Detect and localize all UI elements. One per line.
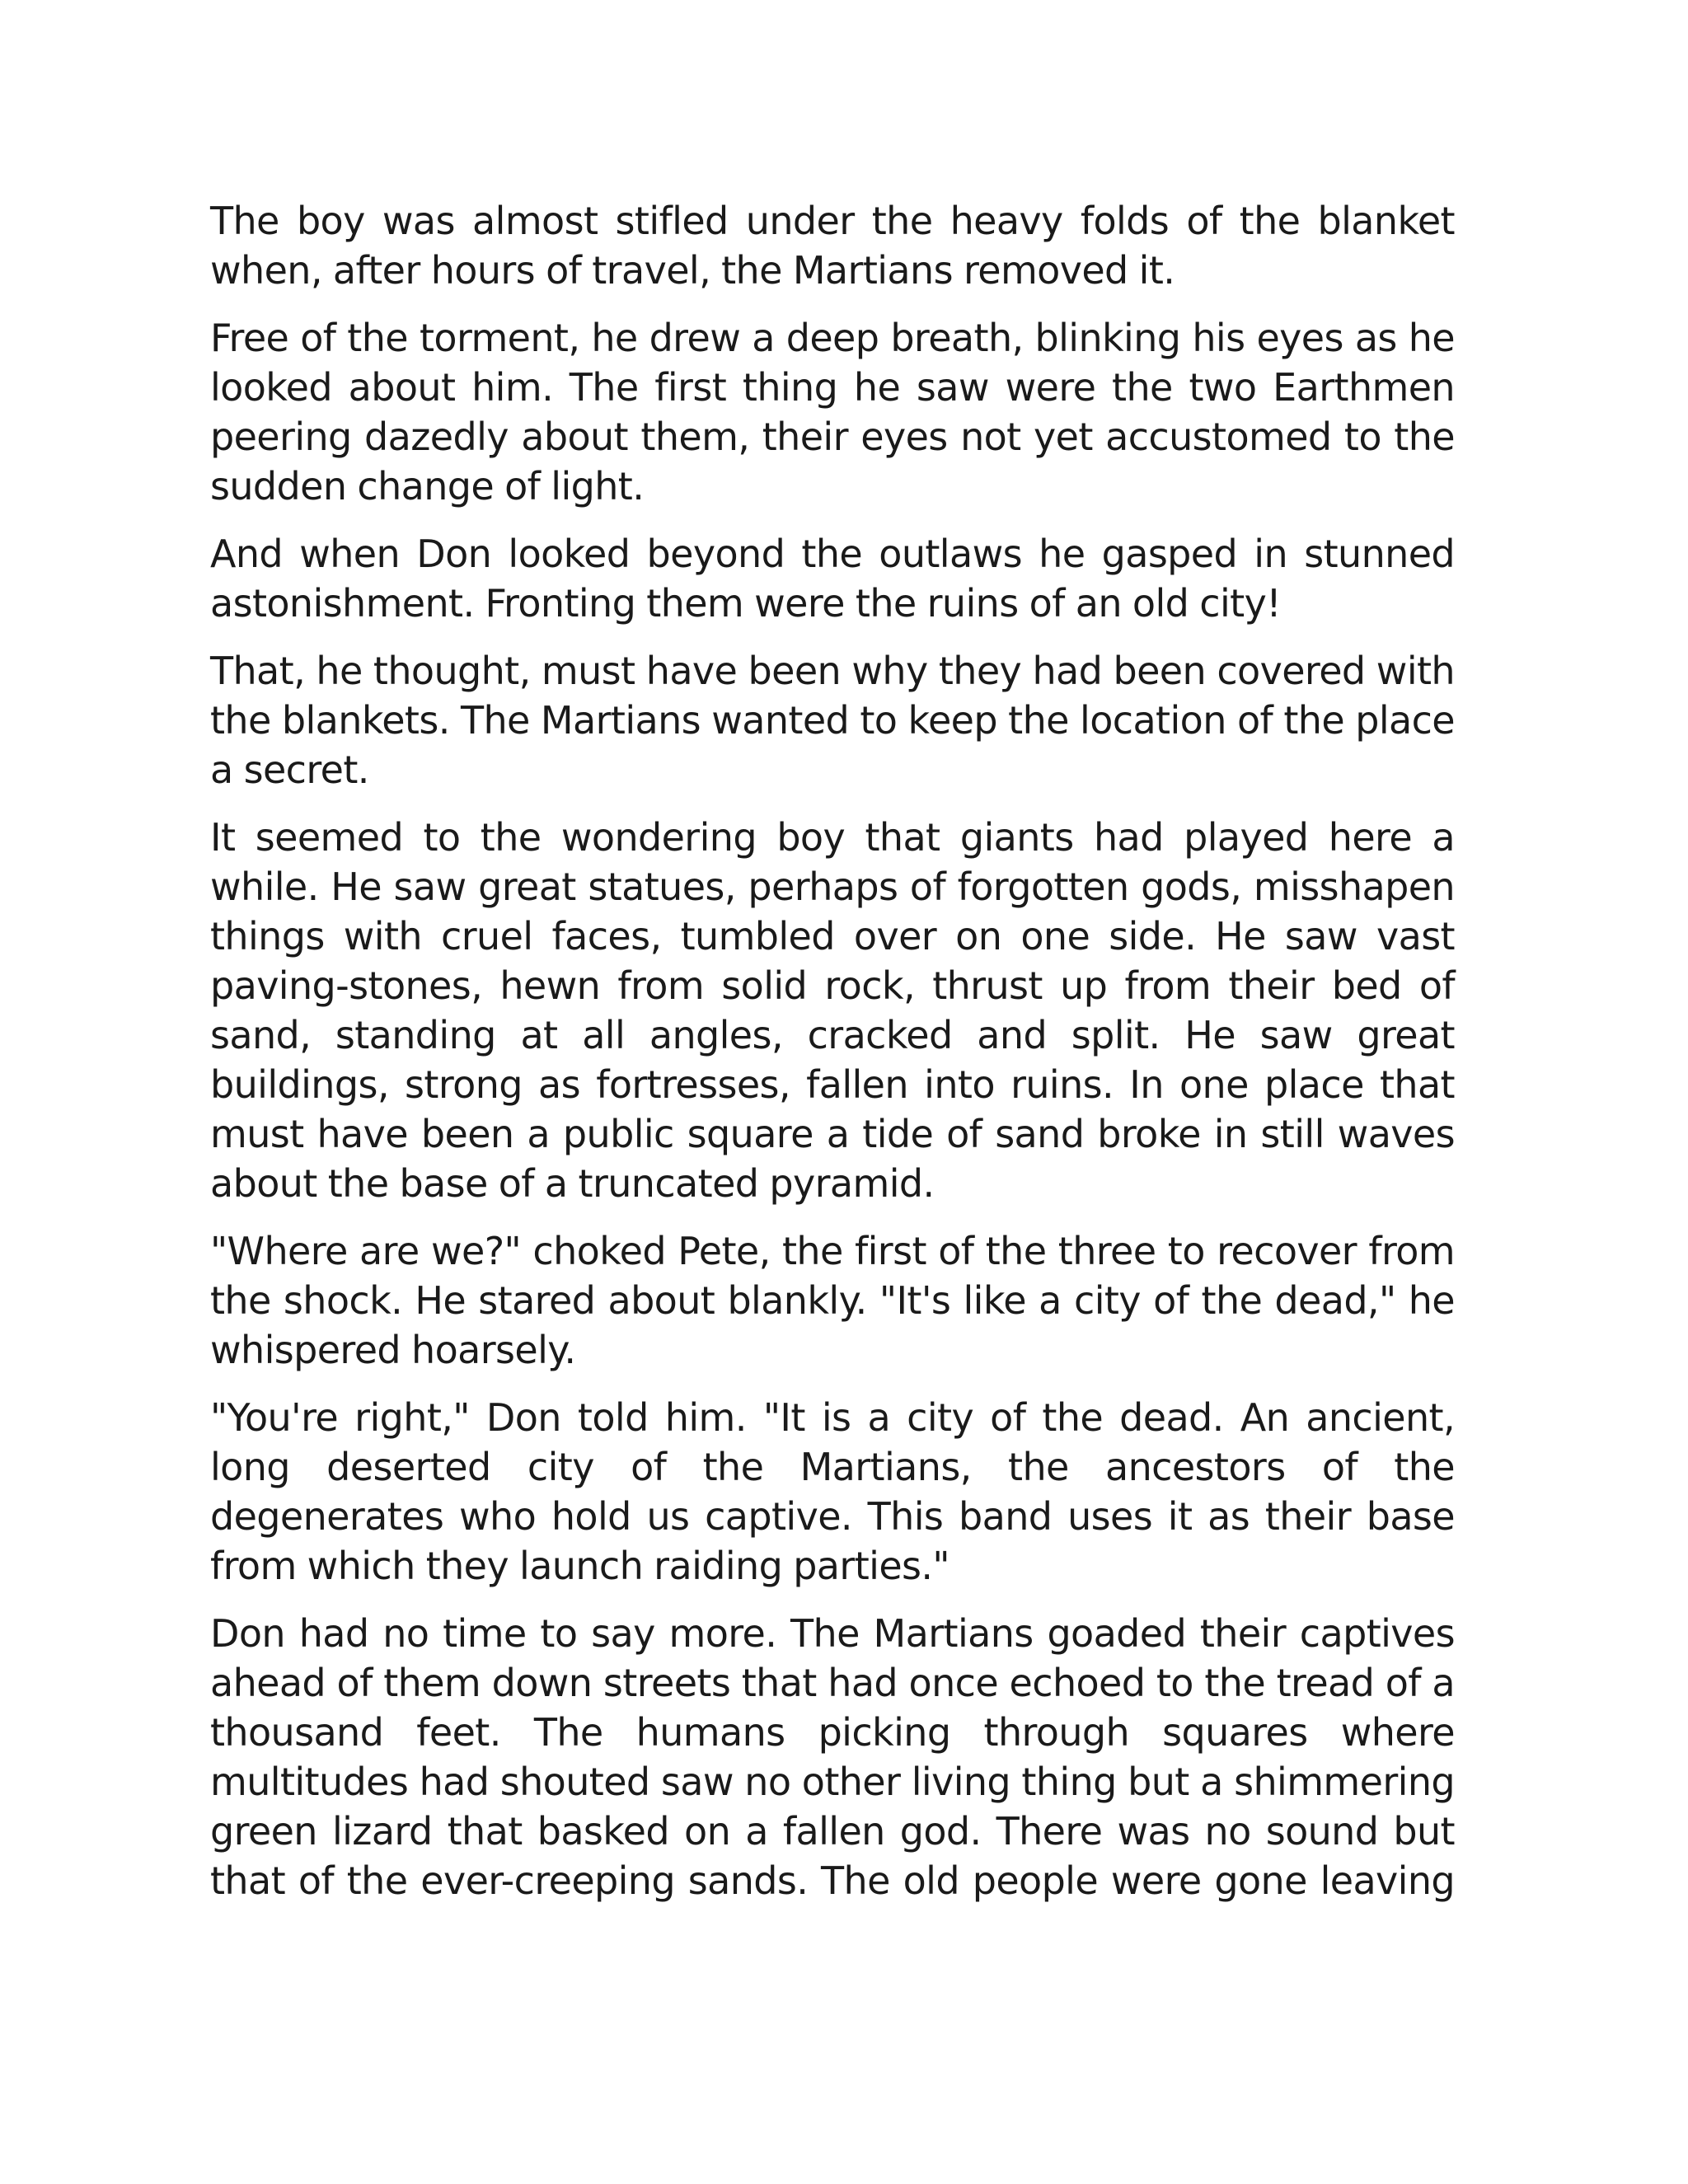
paragraph-4: That, he thought, must have been why they had been covered with the blankets. The Martians wanted to keep the location of the place a secret. bbox=[210, 649, 1455, 792]
paragraph-5: It seemed to the wondering boy that giants had played here a while. He saw great statues, perhaps of forgotten gods, misshapen things with cruel faces, tumbled over on one side. He saw vast paving-stones, hewn from solid rock, thrust up from their bed of sand, standing at all angles, cracked and split. He saw great buildings, strong as fortresses, fallen into ruins. In one place that must have been a public square a tide of sand broke in still waves about the base of a truncated pyramid. bbox=[210, 815, 1455, 1206]
paragraph-2: Free of the torment, he drew a deep breath, blinking his eyes as he looked about him. The first thing he saw were the two Earthmen peering dazedly about them, their eyes not yet accustomed to the sudden change of light. bbox=[210, 316, 1455, 509]
paragraph-7: "You're right," Don told him. "It is a city of the dead. An ancient, long deserted city of the Martians, the ancestors of the degenerates who hold us captive. This band uses it as their base from which they launch raiding parties." bbox=[210, 1395, 1455, 1588]
paragraph-1: The boy was almost stifled under the heavy folds of the blanket when, after hours of travel, the Martians removed it. bbox=[210, 199, 1455, 293]
paragraph-3: And when Don looked beyond the outlaws he gasped in stunned astonishment. Fronting them were the ruins of an old city! bbox=[210, 532, 1455, 626]
paragraph-6: "Where are we?" choked Pete, the first of the three to recover from the shock. He stared about blankly. "It's like a city of the dead," he whispered hoarsely. bbox=[210, 1229, 1455, 1372]
paragraph-8: Don had no time to say more. The Martians goaded their captives ahead of them down streets that had once echoed to the tread of a thousand feet. The humans picking through squares where multitudes had shouted saw no other living thing but a shimmering green lizard that basked on a fallen god. There was no sound but that of the ever-creeping sands. The old people were gone leaving bbox=[210, 1611, 1455, 1903]
document-page bbox=[210, 196, 1455, 1905]
